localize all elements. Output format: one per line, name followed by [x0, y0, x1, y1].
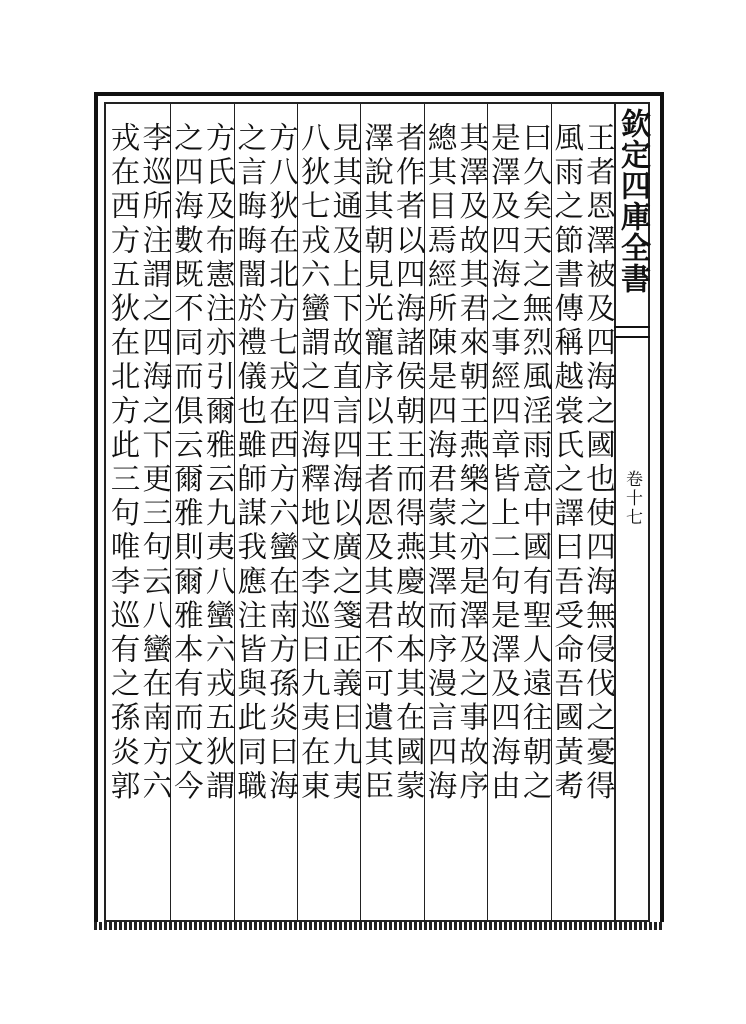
text-column: 李巡所注謂之四海之下更三句云八蠻在南方六 — [138, 122, 173, 804]
fish-tail-mark — [614, 326, 650, 338]
text-column: 方氏及布憲注亦引爾雅云九夷八蠻六戎五狄謂 — [201, 122, 236, 804]
book-title: 欽定四庫全書 — [615, 108, 650, 294]
text-column: 之言晦晦闇於禮儀也雖師謀我應注皆與此同職 — [233, 122, 268, 804]
juan-number: 卷十七 — [622, 470, 642, 527]
text-column: 八狄七戎六蠻謂之四海釋地文李巡曰九夷在東 — [296, 122, 331, 804]
text-column: 之四海數既不同而俱云爾雅則爾雅本有而文今 — [169, 122, 204, 804]
text-column: 曰久矣天之無烈風淫雨意中國有聖人遠往朝之 — [518, 122, 553, 804]
bottom-border — [94, 922, 664, 930]
text-column: 總其目焉經所陳是四海君蒙其澤而序漫言四海 — [423, 122, 458, 804]
text-column: 是澤及四海之事經四章皆上二句是澤及四海由 — [486, 122, 521, 804]
text-column: 王者恩澤被及四海之國也使四海無侵伐之憂得 — [581, 122, 616, 804]
text-column: 戎在西方五狄在北方此三句唯李巡有之孫炎郭 — [106, 122, 141, 804]
text-column: 見其通及上下故直言四海以廣之箋正義曰九夷 — [328, 122, 363, 804]
text-column: 風雨之節書傳稱越裳氏之譯曰吾受命吾國黃耇 — [550, 122, 585, 804]
text-column: 方八狄在北方七戎在西方六蠻在南方孫炎曰海 — [264, 122, 299, 804]
text-column: 其澤及故其君來朝王燕樂之亦是澤及之事故序 — [455, 122, 490, 804]
text-column: 者作者以四海諸侯朝王而得燕慶故本其在國蒙 — [391, 122, 426, 804]
text-column: 澤說其朝見光寵序以王者恩及其君不可遺其臣 — [360, 122, 395, 804]
